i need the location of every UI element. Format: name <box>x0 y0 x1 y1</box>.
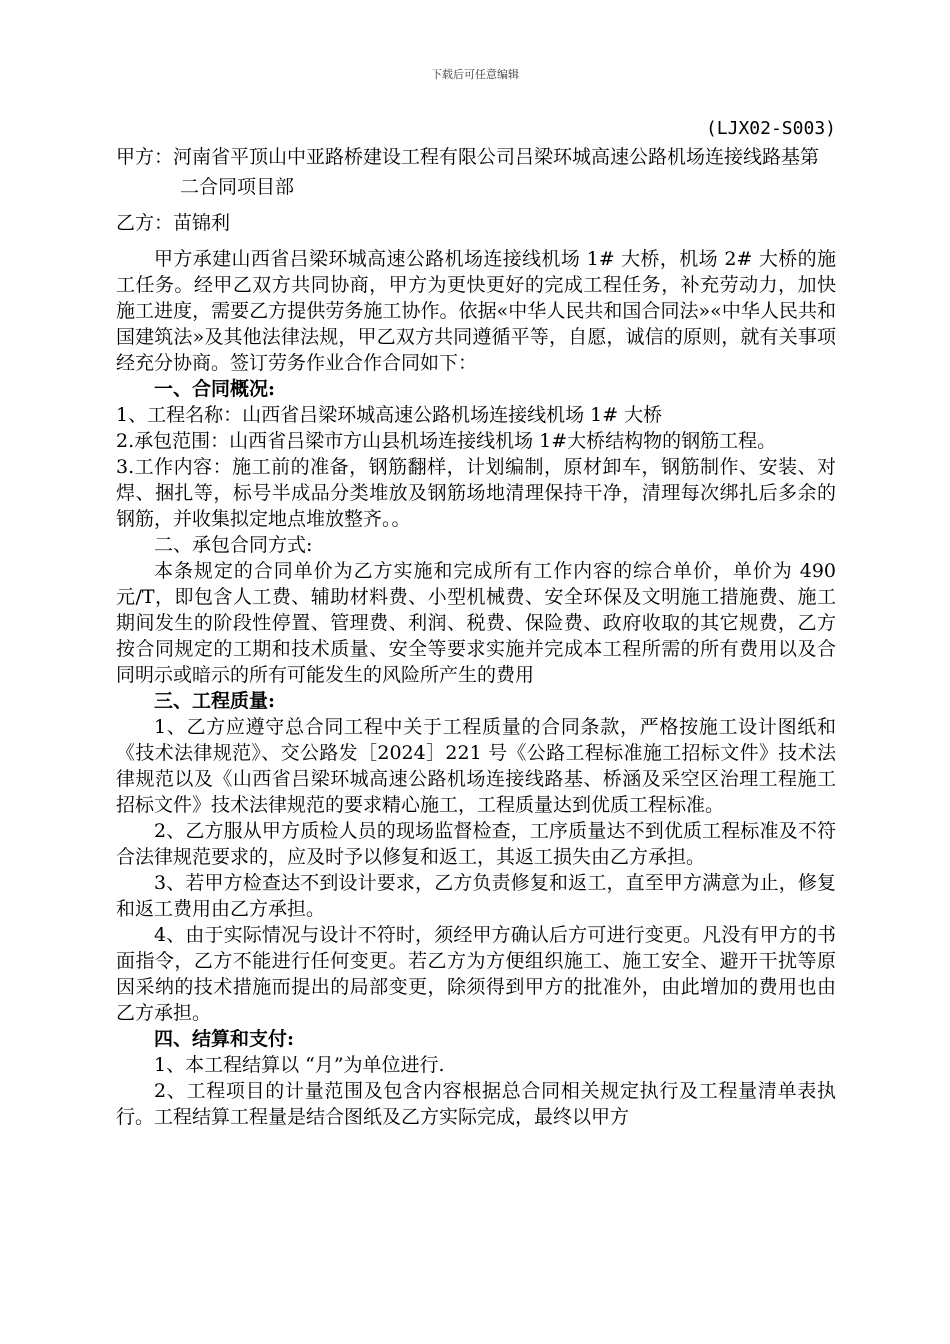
section4-p1: 1、本工程结算以 “月”为单位进行. <box>154 1054 445 1076</box>
section2-body: 本条规定的合同单价为乙方实施和完成所有工作内容的综合单价，单价为 490 元/T，即包含人工费、辅助材料费、小型机械费、安全环保及文明施工措施费、施工期间发生的阶段性停置、管理费、利润、税费、保险费、政府收取的其它规费，乙方按合同规定的工期和技术质量、安全等要求实施并完成本工程所需的所有费用以及合同明示或暗示的所有可能发生的风险所产生的费用 <box>116 560 836 686</box>
watermark-text: 下载后可任意编辑 <box>431 68 519 81</box>
document-body <box>116 116 836 1130</box>
section1-title: 一、合同概况: <box>154 378 276 400</box>
section3-title: 三、工程质量: <box>154 690 276 712</box>
section3-p2: 2、乙方服从甲方质检人员的现场监督检查，工序质量达不到优质工程标准及不符合法律规范要求的，应及时予以修复和返工，其返工损失由乙方承担。 <box>116 820 836 868</box>
party-a: 甲方：河南省平顶山中亚路桥建设工程有限公司吕梁环城高速公路机场连接线路基第二合同项目部 <box>116 146 820 198</box>
section2-title: 二、承包合同方式: <box>154 534 313 556</box>
document-code: (LJX02-S003) <box>705 118 836 139</box>
section1-item3: 3.工作内容：施工前的准备，钢筋翻样，计划编制，原材卸车，钢筋制作、安装、对焊、捆扎等，标号半成品分类堆放及钢筋场地清理保持干净，清理每次绑扎后多余的钢筋，并收集拟定地点堆放整齐。。 <box>116 456 836 530</box>
section3-p3: 3、若甲方检查达不到设计要求，乙方负责修复和返工，直至甲方满意为止，修复和返工费用由乙方承担。 <box>116 872 836 920</box>
intro-paragraph: 甲方承建山西省吕梁环城高速公路机场连接线机场 1# 大桥，机场 2# 大桥的施工任务。经甲乙双方共同协商，甲方为更快更好的完成工程任务，补充劳动力，加快施工进度，需要乙方提供劳务施工协作。依据«中华人民共和国合同法»«中华人民共和国建筑法»及其他法律法规，甲乙双方共同遵循平等，自愿，诚信的原则，就有关事项经充分协商。签订劳务作业合作合同如下： <box>116 248 836 374</box>
section4-title: 四、结算和支付: <box>154 1028 295 1050</box>
section3-p4: 4、由于实际情况与设计不符时，须经甲方确认后方可进行变更。凡没有甲方的书面指令，乙方不能进行任何变更。若乙方为方便组织施工、施工安全、避开干扰等原因采纳的技术措施而提出的局部变更，除须得到甲方的批准外，由此增加的费用也由乙方承担。 <box>116 924 836 1024</box>
section1-item2: 2.承包范围：山西省吕梁市方山县机场连接线机场 1#大桥结构物的钢筋工程。 <box>116 430 777 452</box>
section1-item1: 1、工程名称：山西省吕梁环城高速公路机场连接线机场 1# 大桥 <box>116 404 663 426</box>
party-b: 乙方：苗锦利 <box>116 212 231 234</box>
section4-p2: 2、工程项目的计量范围及包含内容根据总合同相关规定执行及工程量清单表执行。工程结算工程量是结合图纸及乙方实际完成，最终以甲方 <box>116 1080 836 1128</box>
section3-p1: 1、乙方应遵守总合同工程中关于工程质量的合同条款，严格按施工设计图纸和《技术法律规范》、交公路发［2024］221 号《公路工程标准施工招标文件》技术法律规范以及《山西省吕梁环城高速公路机场连接线路基、桥涵及采空区治理工程施工招标文件》技术法律规范的要求精心施工，工程质量达到优质工程标准。 <box>116 716 836 816</box>
